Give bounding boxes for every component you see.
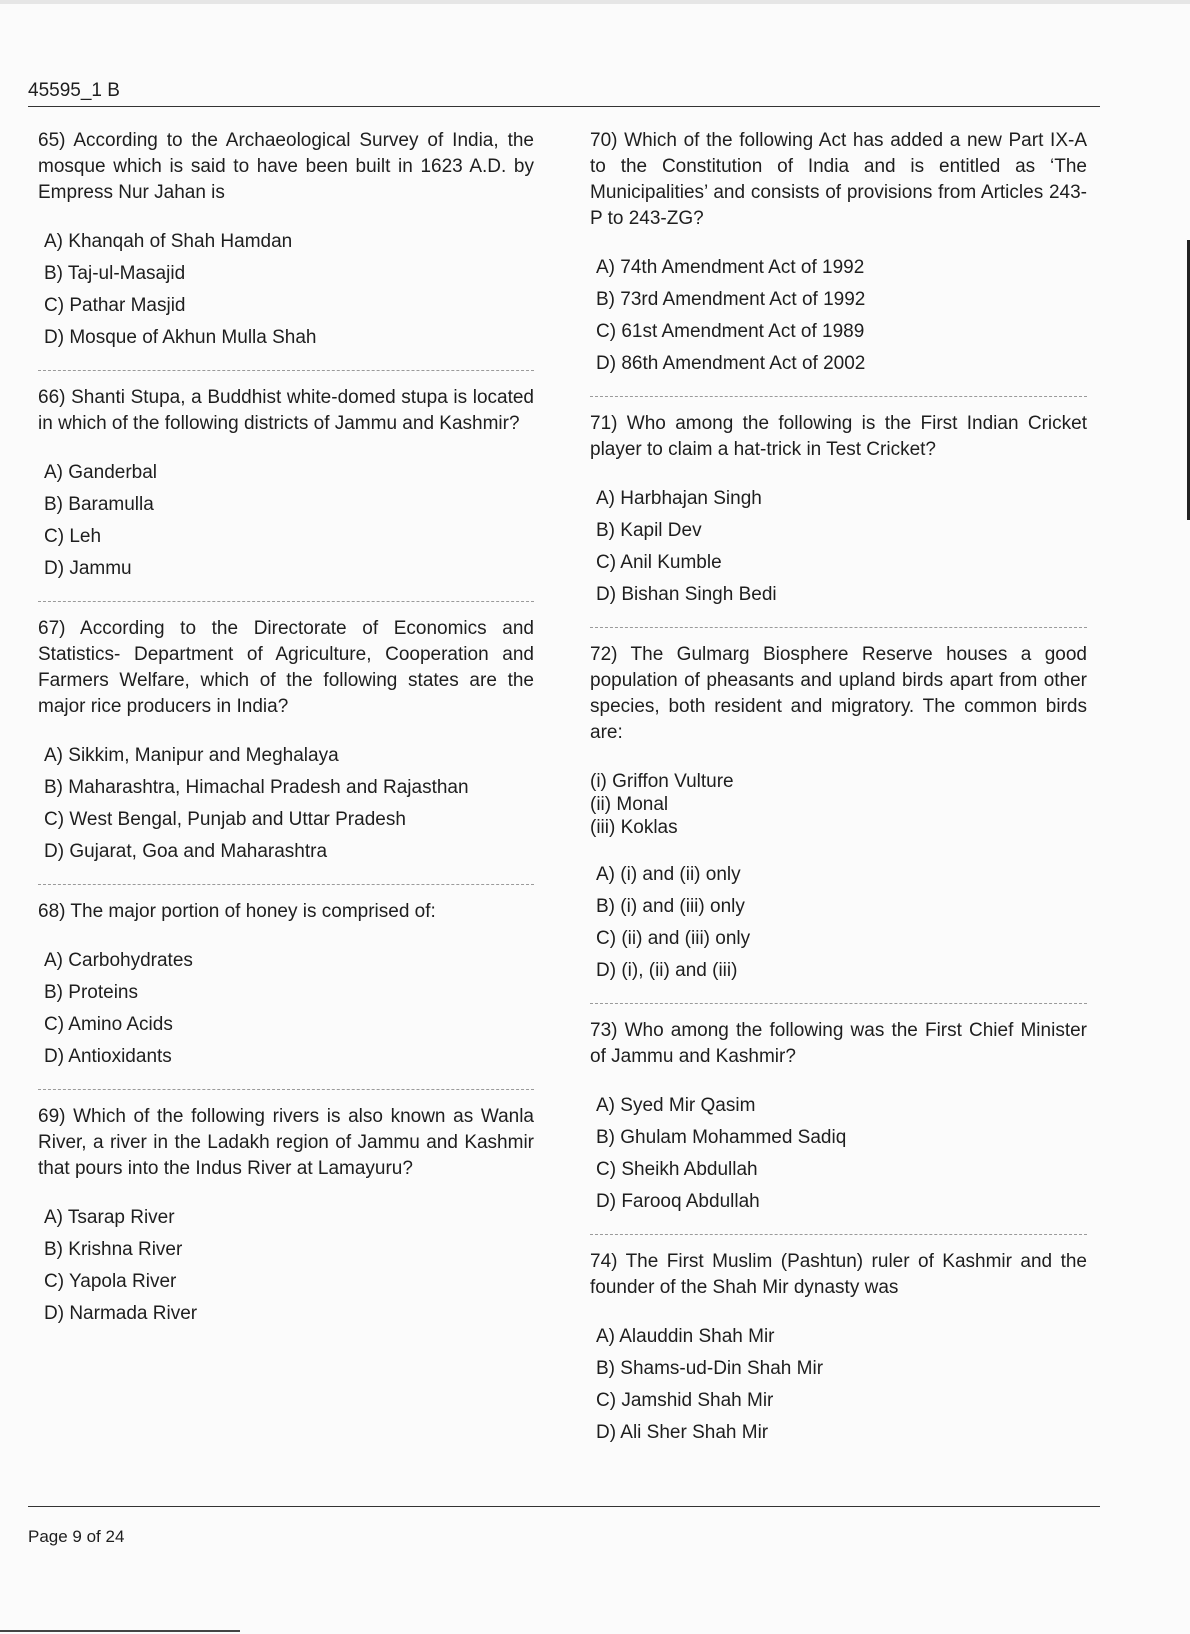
question-66	[38, 385, 534, 591]
question-text: 71) Who among the following is the First Indian Cricket player to claim a hat-trick in Test Cricket?	[590, 413, 1087, 460]
question-separator	[38, 601, 534, 602]
option-b: B) Krishna River	[44, 1239, 183, 1260]
question-68	[38, 899, 534, 1079]
question-69	[38, 1104, 534, 1336]
option-c: C) West Bengal, Punjab and Uttar Pradesh	[44, 809, 406, 830]
question-text: 68) The major portion of honey is comprised of:	[38, 901, 436, 922]
statement-item: (iii) Koklas	[590, 817, 678, 838]
question-separator	[590, 396, 1087, 397]
option-d: D) Gujarat, Goa and Maharashtra	[44, 841, 328, 862]
question-separator	[590, 1234, 1087, 1235]
question-text: 67) According to the Directorate of Economics and Statistics- Department of Agriculture, Cooperation and Farmers Welfare, which of the following states are the major rice producers in India?	[38, 618, 534, 717]
option-a: A) Tsarap River	[44, 1207, 175, 1228]
option-a: A) Ganderbal	[44, 462, 158, 483]
option-c: C) Yapola River	[44, 1271, 177, 1292]
left-column	[38, 128, 534, 1336]
option-list	[38, 951, 534, 1079]
question-separator	[38, 884, 534, 885]
option-a: A) 74th Amendment Act of 1992	[596, 257, 865, 278]
option-a: A) Harbhajan Singh	[596, 488, 762, 509]
statement-list	[590, 770, 1087, 839]
option-c: C) Anil Kumble	[596, 552, 722, 573]
statement-item: (i) Griffon Vulture	[590, 771, 734, 792]
option-d: D) (i), (ii) and (iii)	[596, 960, 738, 981]
option-c: C) Jamshid Shah Mir	[596, 1390, 774, 1411]
option-d: D) Mosque of Akhun Mulla Shah	[44, 327, 317, 348]
option-a: A) (i) and (ii) only	[596, 864, 741, 885]
option-list	[590, 1327, 1087, 1455]
option-list	[590, 865, 1087, 993]
option-a: A) Khanqah of Shah Hamdan	[44, 231, 293, 252]
question-text: 73) Who among the following was the First Chief Minister of Jammu and Kashmir?	[590, 1020, 1087, 1067]
option-c: C) (ii) and (iii) only	[596, 928, 751, 949]
question-text: 69) Which of the following rivers is also known as Wanla River, a river in the Ladakh region of Jammu and Kashmir that pours into the Indus River at Lamayuru?	[38, 1106, 534, 1179]
option-d: D) Narmada River	[44, 1303, 198, 1324]
option-list	[590, 258, 1087, 386]
option-b: B) Shams-ud-Din Shah Mir	[596, 1358, 824, 1379]
option-a: A) Carbohydrates	[44, 950, 193, 971]
option-b: B) Maharashtra, Himachal Pradesh and Rajasthan	[44, 777, 469, 798]
option-a: A) Syed Mir Qasim	[596, 1095, 756, 1116]
question-text: 65) According to the Archaeological Survey of India, the mosque which is said to have been built in 1623 A.D. by Empress Nur Jahan is	[38, 130, 534, 203]
option-c: C) Leh	[44, 526, 102, 547]
question-74	[590, 1249, 1087, 1455]
question-text: 74) The First Muslim (Pashtun) ruler of Kashmir and the founder of the Shah Mir dynasty was	[590, 1251, 1087, 1298]
option-b: B) Kapil Dev	[596, 520, 702, 541]
scan-top-edge	[0, 0, 1190, 4]
option-a: A) Alauddin Shah Mir	[596, 1326, 775, 1347]
option-b: B) 73rd Amendment Act of 1992	[596, 289, 866, 310]
question-separator	[590, 1003, 1087, 1004]
option-d: D) 86th Amendment Act of 2002	[596, 353, 866, 374]
option-d: D) Bishan Singh Bedi	[596, 584, 777, 605]
option-c: C) Pathar Masjid	[44, 295, 186, 316]
option-d: D) Farooq Abdullah	[596, 1191, 760, 1212]
footer-rule	[28, 1506, 1100, 1507]
question-67	[38, 616, 534, 874]
question-separator	[38, 370, 534, 371]
option-b: B) Taj-ul-Masajid	[44, 263, 186, 284]
option-b: B) Ghulam Mohammed Sadiq	[596, 1127, 847, 1148]
question-separator	[38, 1089, 534, 1090]
option-list	[590, 489, 1087, 617]
question-text: 70) Which of the following Act has added a new Part IX-A to the Constitution of India and is entitled as ‘The Municipalities’ and consists of provisions from Articles 243-P to 243-ZG?	[590, 130, 1087, 229]
scan-bottom-edge	[0, 1630, 240, 1632]
option-b: B) Proteins	[44, 982, 138, 1003]
header-rule	[28, 106, 1100, 107]
option-list	[38, 746, 534, 874]
option-d: D) Ali Sher Shah Mir	[596, 1422, 769, 1443]
question-73	[590, 1018, 1087, 1224]
option-b: B) (i) and (iii) only	[596, 896, 745, 917]
option-list	[38, 1208, 534, 1336]
page-number: Page 9 of 24	[28, 1527, 125, 1546]
question-65	[38, 128, 534, 360]
option-c: C) Amino Acids	[44, 1014, 173, 1035]
question-text: 66) Shanti Stupa, a Buddhist white-domed stupa is located in which of the following districts of Jammu and Kashmir?	[38, 387, 534, 434]
question-70	[590, 128, 1087, 386]
option-c: C) 61st Amendment Act of 1989	[596, 321, 865, 342]
option-b: B) Baramulla	[44, 494, 154, 515]
question-separator	[590, 627, 1087, 628]
option-list	[590, 1096, 1087, 1224]
statement-item: (ii) Monal	[590, 794, 669, 815]
question-72	[590, 642, 1087, 993]
option-d: D) Antioxidants	[44, 1046, 172, 1067]
option-a: A) Sikkim, Manipur and Meghalaya	[44, 745, 339, 766]
option-c: C) Sheikh Abdullah	[596, 1159, 758, 1180]
question-text: 72) The Gulmarg Biosphere Reserve houses a good population of pheasants and upland birds apart from other species, both resident and migratory. The common birds are:	[590, 644, 1087, 743]
question-71	[590, 411, 1087, 617]
option-d: D) Jammu	[44, 558, 132, 579]
paper-code: 45595_1 B	[28, 80, 120, 101]
option-list	[38, 463, 534, 591]
right-column	[590, 128, 1087, 1455]
option-list	[38, 232, 534, 360]
